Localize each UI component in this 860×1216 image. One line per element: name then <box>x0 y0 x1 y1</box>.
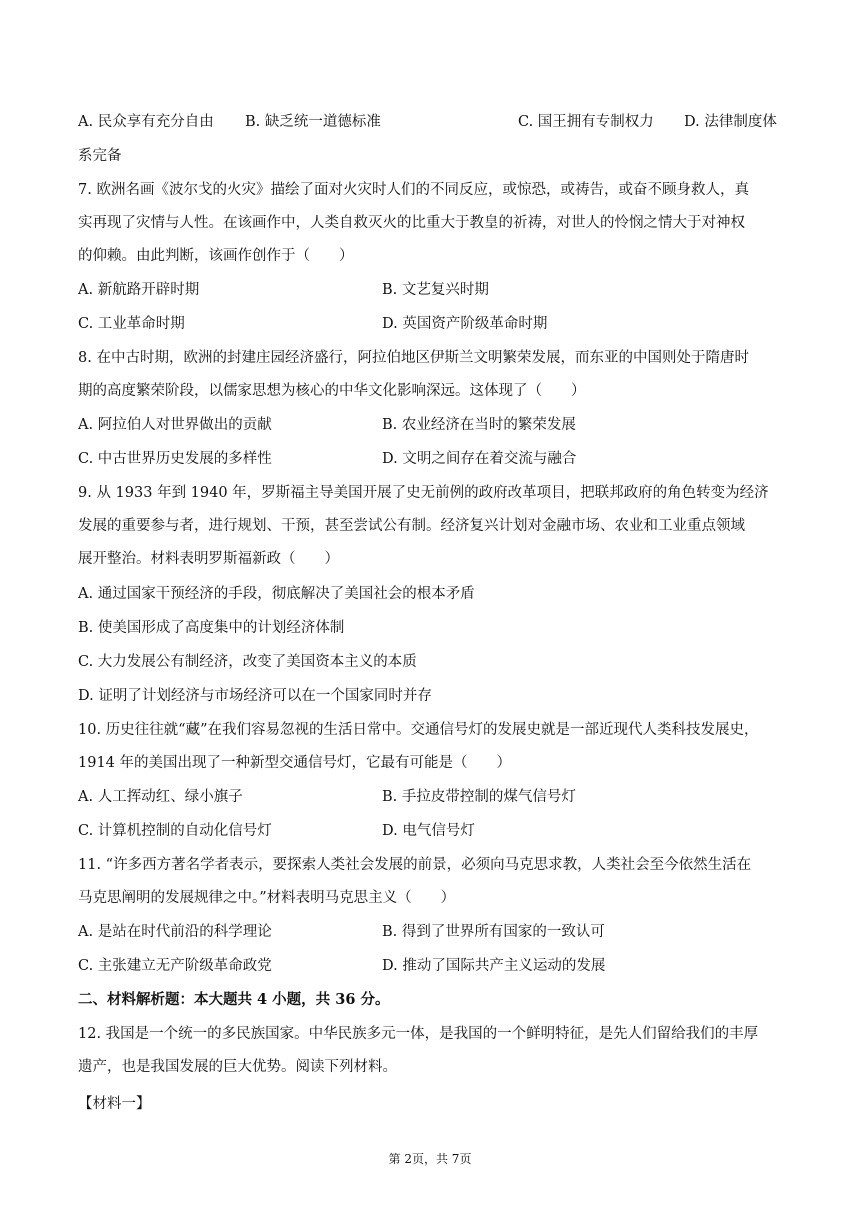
q10-stem-line: 1914 年的美国出现了一种新型交通信号灯，它最有可能是（ ） <box>78 755 512 771</box>
q9-stem-line: 发展的重要参与者，进行规划、干预，甚至尝试公有制。经济复兴计划对金融市场、农业和工业重点领域 <box>78 518 745 534</box>
q7-option-c: C. 工业革命时期 <box>78 316 185 332</box>
q11-option-b: B. 得到了世界所有国家的一致认可 <box>382 924 605 940</box>
q6-option-d-continued: 系完备 <box>78 148 122 164</box>
material-label: 【材料一】 <box>78 1096 151 1112</box>
q11-option-c: C. 主张建立无产阶级革命政党 <box>78 958 272 974</box>
q9-option-d: D. 证明了计划经济与市场经济可以在一个国家同时并存 <box>78 688 432 704</box>
q6-option-d: D. 法律制度体 <box>684 114 777 130</box>
q9-option-c: C. 大力发展公有制经济，改变了美国资本主义的本质 <box>78 654 417 670</box>
q12-stem-line: 12. 我国是一个统一的多民族国家。中华民族多元一体，是我国的一个鲜明特征，是先人们留给我们的丰厚 <box>78 1026 759 1042</box>
q9-option-b: B. 使美国形成了高度集中的计划经济体制 <box>78 620 345 636</box>
q12-stem-line: 遗产，也是我国发展的巨大优势。阅读下列材料。 <box>78 1059 397 1075</box>
q7-option-b: B. 文艺复兴时期 <box>382 282 489 298</box>
q10-option-b: B. 手拉皮带控制的煤气信号灯 <box>382 789 576 805</box>
q9-stem-line: 展开整治。材料表明罗斯福新政（ ） <box>78 551 339 567</box>
q11-stem-line: 马克思阐明的发展规律之中。”材料表明马克思主义（ ） <box>78 890 456 906</box>
q7-option-a: A. 新航路开辟时期 <box>78 282 200 298</box>
q11-option-d: D. 推动了国际共产主义运动的发展 <box>382 958 606 974</box>
q6-option-a: A. 民众享有充分自由 <box>78 114 214 130</box>
q8-stem-line: 期的高度繁荣阶段，以儒家思想为核心的中华文化影响深远。这体现了（ ） <box>78 383 586 399</box>
page-footer: 第 2页，共 7页 <box>388 1152 472 1166</box>
q10-option-c: C. 计算机控制的自动化信号灯 <box>78 823 272 839</box>
q11-option-a: A. 是站在时代前沿的科学理论 <box>78 924 272 940</box>
q10-option-d: D. 电气信号灯 <box>382 823 475 839</box>
q7-stem-line: 7. 欧洲名画《波尔戈的火灾》描绘了面对火灾时人们的不同反应，或惊恐，或祷告，或奋不顾身救人，真 <box>78 182 749 198</box>
q11-stem-line: 11. “许多西方著名学者表示，要探索人类社会发展的前景，必须向马克思求教，人类社会至今依然生活在 <box>78 857 752 873</box>
q8-option-c: C. 中古世界历史发展的多样性 <box>78 451 272 467</box>
q9-stem-line: 9. 从 1933 年到 1940 年，罗斯福主导美国开展了史无前例的政府改革项目，把联邦政府的角色转变为经济 <box>78 485 769 501</box>
q10-option-a: A. 人工挥动红、绿小旗子 <box>78 789 243 805</box>
q7-stem-line: 的仰赖。由此判断，该画作创作于（ ） <box>78 248 354 264</box>
q8-option-b: B. 农业经济在当时的繁荣发展 <box>382 417 576 433</box>
q10-stem-line: 10. 历史往往就“藏”在我们容易忽视的生活日常中。交通信号灯的发展史就是一部近现代人类科技发展史， <box>78 722 759 738</box>
q7-stem-line: 实再现了灾情与人性。在该画作中，人类自救灭火的比重大于教皇的祈祷，对世人的怜悯之情大于对神权 <box>78 215 745 231</box>
q8-option-d: D. 文明之间存在着交流与融合 <box>382 451 577 467</box>
q8-stem-line: 8. 在中古时期，欧洲的封建庄园经济盛行，阿拉伯地区伊斯兰文明繁荣发展，而东亚的中国则处于隋唐时 <box>78 350 749 366</box>
q9-option-a: A. 通过国家干预经济的手段，彻底解决了美国社会的根本矛盾 <box>78 586 475 602</box>
q8-option-a: A. 阿拉伯人对世界做出的贡献 <box>78 417 272 433</box>
q7-option-d: D. 英国资产阶级革命时期 <box>382 316 548 332</box>
q6-option-c: C. 国王拥有专制权力 <box>518 114 654 130</box>
q6-option-b: B. 缺乏统一道德标准 <box>245 114 381 130</box>
section-heading: 二、材料解析题：本大题共 4 小题，共 36 分。 <box>78 991 390 1008</box>
